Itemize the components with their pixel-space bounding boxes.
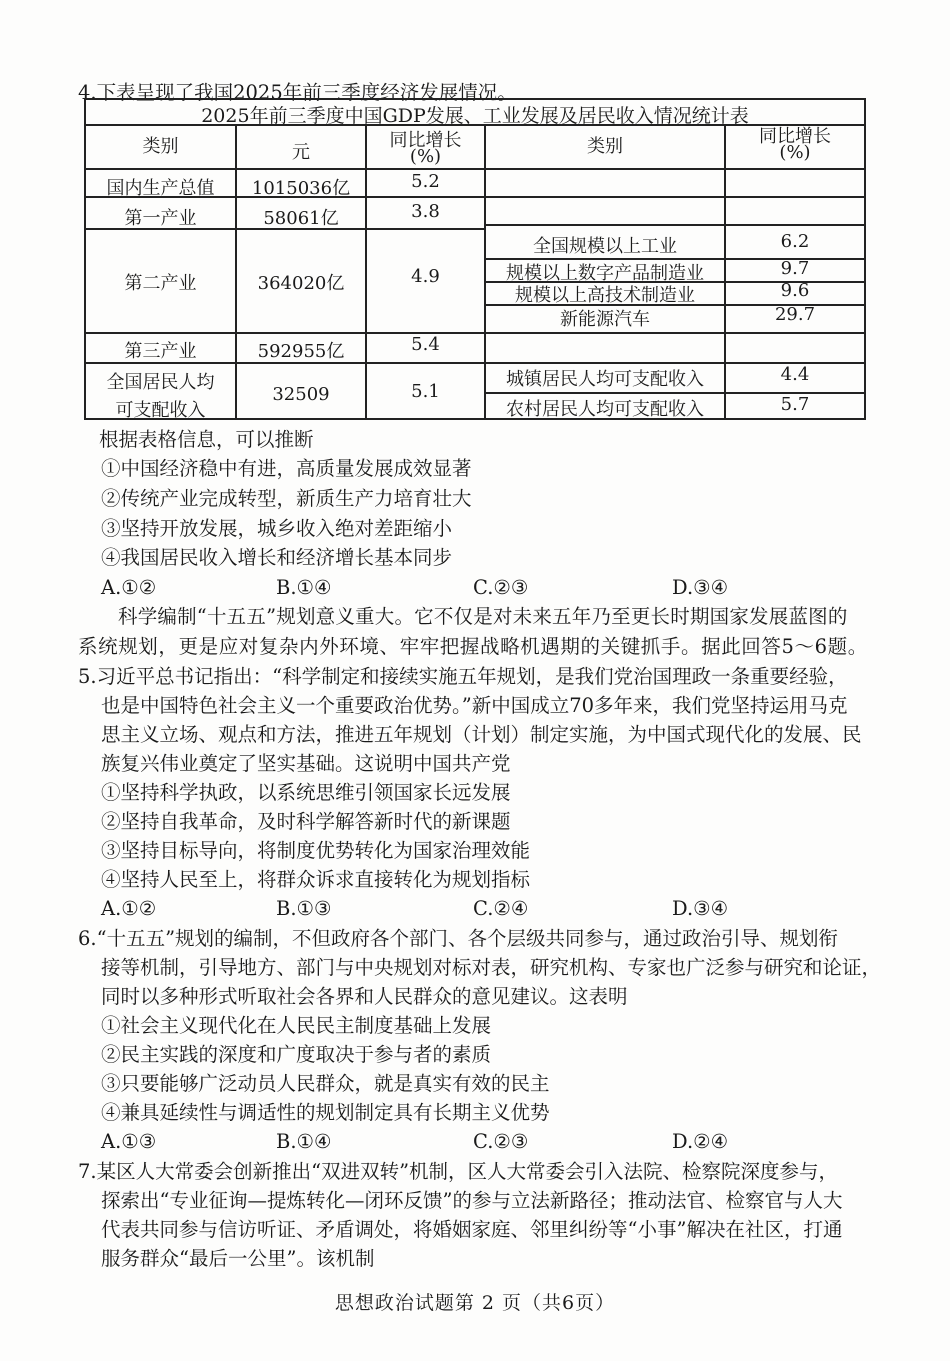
q4-option-4: ④我国居民收入增长和经济增长基本同步 <box>101 546 453 569</box>
row-gdp-category: 国内生产总值 <box>106 178 215 199</box>
q7-stem-line-2: 探索出“专业征询—提炼转化—闭环反馈”的参与立法新路径；推动法官、检察官与人大 <box>101 1189 843 1212</box>
row-nev-growth: 29.7 <box>774 304 816 325</box>
row-rural-category: 农村居民人均可支配收入 <box>506 399 704 420</box>
stats-table <box>84 98 866 420</box>
row-secondary-value: 364020亿 <box>257 273 345 294</box>
passage-line-2: 系统规划，更是应对复杂内外环境、牢牢把握战略机遇期的关键抓手。据此回答5～6题。 <box>78 635 868 658</box>
q5-option-2: ②坚持自我革命，及时科学解答新时代的新课题 <box>101 810 511 833</box>
q4-answer-a[interactable]: A.①② <box>101 576 157 599</box>
q6-stem-line-2: 接等机制，引导地方、部门与中央规划对标对表，研究机构、专家也广泛参与研究和论证， <box>101 956 882 979</box>
q6-option-4: ④兼具延续性与调适性的规划制定具有长期主义优势 <box>101 1101 550 1124</box>
row-primary-growth: 3.8 <box>411 201 440 222</box>
q6-option-1: ①社会主义现代化在人民民主制度基础上发展 <box>101 1014 492 1037</box>
q6-stem-line-1: 6.“十五五”规划的编制，不但政府各个部门、各个层级共同参与，通过政治引导、规划衔 <box>78 927 839 950</box>
row-secondary-growth: 4.9 <box>411 266 440 287</box>
q4-lead: 根据表格信息，可以推断 <box>99 428 314 451</box>
q6-stem-line-3: 同时以多种形式听取社会各界和人民群众的意见建议。这表明 <box>101 985 628 1008</box>
q5-stem-line-2: 也是中国特色社会主义一个重要政治优势。”新中国成立70多年来，我们党坚持运用马克 <box>101 694 848 717</box>
row-industry-growth: 6.2 <box>780 231 810 252</box>
page-footer: 思想政治试题第 2 页（共6页） <box>334 1292 616 1314</box>
q5-answer-b[interactable]: B.①③ <box>276 897 332 920</box>
q4-answer-d[interactable]: D.③④ <box>672 576 729 599</box>
row-income-growth: 5.1 <box>411 381 440 402</box>
q6-answer-c[interactable]: C.②③ <box>473 1130 529 1153</box>
header-growth-left: 同比增长 <box>389 130 462 151</box>
header-category-left: 类别 <box>142 136 179 157</box>
q6-answer-a[interactable]: A.①③ <box>101 1130 157 1153</box>
q4-stem: 4.下表呈现了我国2025年前三季度经济发展情况。 <box>78 81 517 104</box>
q5-option-4: ④坚持人民至上，将群众诉求直接转化为规划指标 <box>101 868 531 891</box>
header-growth-left-unit: (%) <box>409 146 442 167</box>
q5-answer-c[interactable]: C.②④ <box>473 897 529 920</box>
q6-answer-d[interactable]: D.②④ <box>672 1130 729 1153</box>
row-digital-growth: 9.7 <box>780 258 810 279</box>
row-primary-value: 58061亿 <box>263 208 339 229</box>
q7-stem-line-3: 代表共同参与信访听证、矛盾调处，将婚姻家庭、邻里纠纷等“小事”解决在社区，打通 <box>101 1218 843 1241</box>
row-income-category-line1: 全国居民人均 <box>106 372 215 393</box>
q5-answer-d[interactable]: D.③④ <box>672 897 729 920</box>
row-secondary-category: 第二产业 <box>124 273 197 294</box>
q4-answer-b[interactable]: B.①④ <box>276 576 332 599</box>
row-income-value: 32509 <box>272 384 330 405</box>
row-tertiary-growth: 5.4 <box>411 334 440 355</box>
row-hightech-category: 规模以上高技术制造业 <box>515 285 695 306</box>
q4-answer-c[interactable]: C.②③ <box>473 576 529 599</box>
row-industry-category: 全国规模以上工业 <box>533 236 677 257</box>
row-gdp-growth: 5.2 <box>411 171 440 192</box>
row-tertiary-category: 第三产业 <box>124 341 197 362</box>
header-yuan: 元 <box>292 142 310 163</box>
row-urban-category: 城镇居民人均可支配收入 <box>506 369 704 390</box>
q6-option-2: ②民主实践的深度和广度取决于参与者的素质 <box>101 1043 492 1066</box>
q7-stem-line-1: 7.某区人大常委会创新推出“双进双转”机制，区人大常委会引入法院、检察院深度参与， <box>78 1160 839 1183</box>
header-growth-right-unit: (%) <box>779 142 811 163</box>
row-income-category-line2: 可支配收入 <box>115 400 206 421</box>
q6-answer-b[interactable]: B.①④ <box>276 1130 332 1153</box>
q5-stem-line-1: 5.习近平总书记指出：“科学制定和接续实施五年规划，是我们党治国理政一条重要经验， <box>78 665 848 688</box>
q5-answer-a[interactable]: A.①② <box>101 897 157 920</box>
header-category-right: 类别 <box>587 136 623 157</box>
q5-stem-line-3: 思主义立场、观点和方法，推进五年规划（计划）制定实施，为中国式现代化的发展、民 <box>101 723 862 746</box>
passage-line-1: 科学编制“十五五”规划意义重大。它不仅是对未来五年乃至更长时期国家发展蓝图的 <box>118 605 848 628</box>
q4-option-3: ③坚持开放发展，城乡收入绝对差距缩小 <box>101 517 453 540</box>
q7-stem-line-4: 服务群众“最后一公里”。该机制 <box>101 1247 375 1270</box>
q5-option-1: ①坚持科学执政，以系统思维引领国家长远发展 <box>101 781 511 804</box>
q4-option-1: ①中国经济稳中有进，高质量发展成效显著 <box>101 457 472 480</box>
row-nev-category: 新能源汽车 <box>560 309 650 330</box>
q4-option-2: ②传统产业完成转型，新质生产力培育壮大 <box>101 487 472 510</box>
q5-stem-line-4: 族复兴伟业奠定了坚实基础。这说明中国共产党 <box>101 752 511 775</box>
row-tertiary-value: 592955亿 <box>257 341 345 362</box>
q5-option-3: ③坚持目标导向，将制度优势转化为国家治理效能 <box>101 839 531 862</box>
q6-option-3: ③只要能够广泛动员人民群众，就是真实有效的民主 <box>101 1072 550 1095</box>
row-hightech-growth: 9.6 <box>780 280 810 301</box>
row-primary-category: 第一产业 <box>124 208 197 229</box>
header-growth-right: 同比增长 <box>759 126 831 147</box>
row-digital-category: 规模以上数字产品制造业 <box>506 263 704 284</box>
row-urban-growth: 4.4 <box>780 364 810 385</box>
table-title: 2025年前三季度中国GDP发展、工业发展及居民收入情况统计表 <box>201 105 749 127</box>
row-rural-growth: 5.7 <box>780 394 810 415</box>
row-gdp-value: 1015036亿 <box>251 178 351 199</box>
